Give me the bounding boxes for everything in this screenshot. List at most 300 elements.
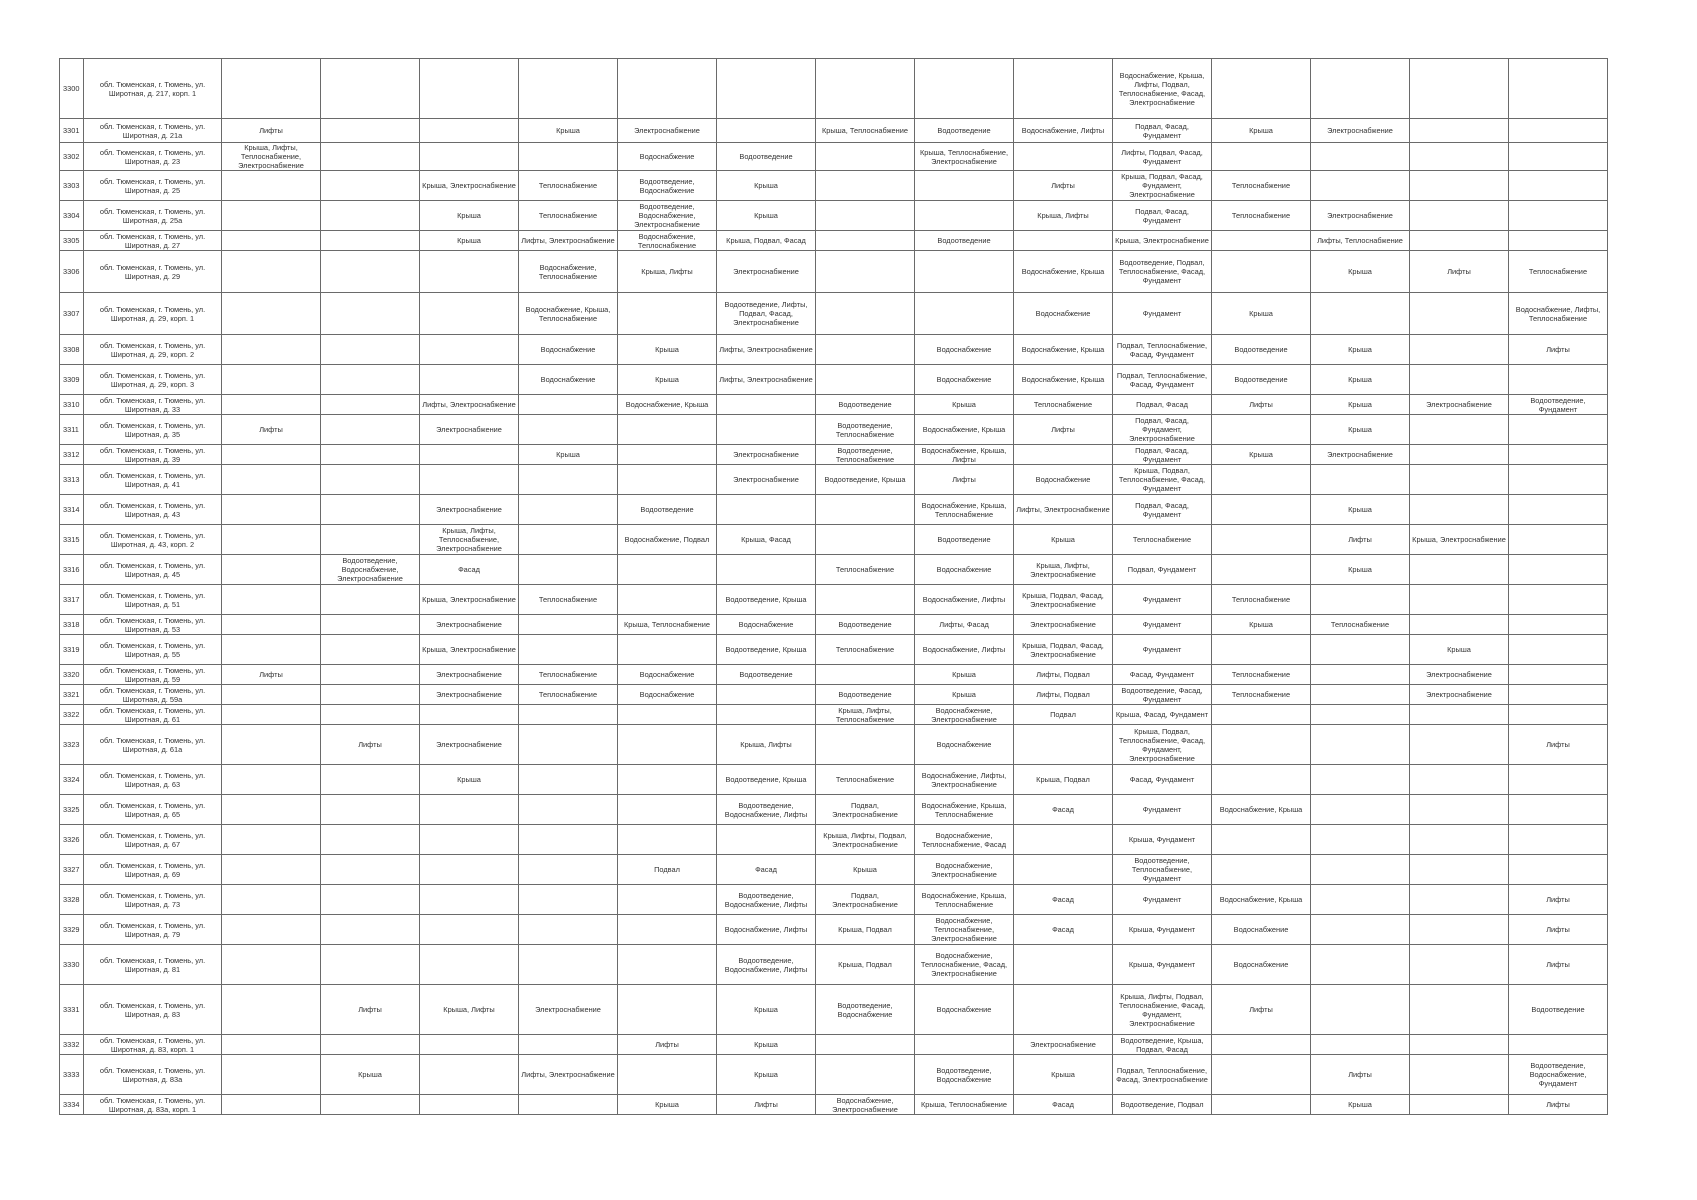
work-type-cell	[519, 825, 618, 855]
work-type-cell: Водоотведение	[1212, 335, 1311, 365]
work-type-cell	[519, 525, 618, 555]
row-number-cell: 3306	[60, 251, 84, 293]
work-type-cell: Водоотведение, Водоснабжение	[816, 985, 915, 1035]
row-number-cell: 3323	[60, 725, 84, 765]
work-type-cell: Лифты, Теплоснабжение	[1311, 231, 1410, 251]
work-type-cell	[321, 59, 420, 119]
work-type-cell	[618, 705, 717, 725]
work-type-cell	[519, 705, 618, 725]
work-type-cell: Водоснабжение, Лифты, Электроснабжение	[915, 765, 1014, 795]
row-number-cell: 3329	[60, 915, 84, 945]
work-type-cell: Лифты	[1311, 1055, 1410, 1095]
address-cell: обл. Тюменская, г. Тюмень, ул. Широтная, д. 51	[84, 585, 222, 615]
work-type-cell: Теплоснабжение	[816, 635, 915, 665]
work-type-cell: Фасад	[1014, 795, 1113, 825]
work-type-cell	[1212, 59, 1311, 119]
table-row	[60, 585, 1608, 615]
work-type-cell	[816, 231, 915, 251]
address-cell: обл. Тюменская, г. Тюмень, ул. Широтная, д. 59а	[84, 685, 222, 705]
work-type-cell	[1410, 985, 1509, 1035]
work-type-cell	[420, 119, 519, 143]
work-type-cell: Крыша	[1311, 251, 1410, 293]
address-cell: обл. Тюменская, г. Тюмень, ул. Широтная, д. 21а	[84, 119, 222, 143]
work-type-cell: Крыша	[519, 445, 618, 465]
table-row	[60, 635, 1608, 665]
work-type-cell: Крыша, Подвал	[816, 915, 915, 945]
work-type-cell	[1509, 705, 1608, 725]
work-type-cell	[1212, 725, 1311, 765]
table-row	[60, 465, 1608, 495]
work-type-cell: Лифты, Электроснабжение	[717, 365, 816, 395]
table-row	[60, 615, 1608, 635]
work-type-cell	[618, 725, 717, 765]
work-type-cell: Водоотведение, Водоснабжение	[915, 1055, 1014, 1095]
work-type-cell: Водоснабжение, Крыша, Теплоснабжение	[915, 885, 1014, 915]
work-type-cell	[222, 525, 321, 555]
work-type-cell	[1509, 201, 1608, 231]
work-type-cell	[1410, 555, 1509, 585]
work-type-cell	[420, 251, 519, 293]
work-type-cell: Лифты, Электроснабжение	[717, 335, 816, 365]
work-type-cell: Водоснабжение, Крыша, Лифты, Подвал, Теплоснабжение, Фасад, Электроснабжение	[1113, 59, 1212, 119]
work-type-cell: Теплоснабжение	[816, 765, 915, 795]
work-type-cell	[1509, 615, 1608, 635]
work-type-cell: Водоотведение, Крыша	[717, 765, 816, 795]
work-type-cell: Лифты, Подвал	[1014, 685, 1113, 705]
work-type-cell	[1509, 143, 1608, 171]
work-type-cell: Крыша	[816, 855, 915, 885]
row-number-cell: 3332	[60, 1035, 84, 1055]
address-cell: обл. Тюменская, г. Тюмень, ул. Широтная, д. 27	[84, 231, 222, 251]
work-type-cell	[321, 365, 420, 395]
work-type-cell: Фундамент	[1113, 635, 1212, 665]
work-type-cell	[321, 885, 420, 915]
work-type-cell	[816, 365, 915, 395]
work-type-cell: Водоотведение	[915, 525, 1014, 555]
work-type-cell	[915, 1035, 1014, 1055]
work-type-cell: Крыша, Фасад	[717, 525, 816, 555]
work-type-cell: Водоснабжение, Теплоснабжение, Фасад	[915, 825, 1014, 855]
work-type-cell: Фасад, Фундамент	[1113, 665, 1212, 685]
work-type-cell	[816, 1055, 915, 1095]
work-type-cell	[222, 725, 321, 765]
work-type-cell: Подвал	[1014, 705, 1113, 725]
work-type-cell: Электроснабжение	[420, 495, 519, 525]
work-type-cell: Электроснабжение	[420, 415, 519, 445]
address-cell: обл. Тюменская, г. Тюмень, ул. Широтная, д. 59	[84, 665, 222, 685]
work-type-cell: Лифты, Электроснабжение	[519, 231, 618, 251]
work-type-cell: Подвал, Теплоснабжение, Фасад, Фундамент	[1113, 335, 1212, 365]
work-type-cell: Электроснабжение	[1410, 395, 1509, 415]
work-type-cell	[222, 615, 321, 635]
work-type-cell	[1014, 445, 1113, 465]
work-type-cell: Электроснабжение	[420, 685, 519, 705]
work-type-cell: Лифты	[1014, 415, 1113, 445]
work-type-cell: Теплоснабжение	[1212, 171, 1311, 201]
work-type-cell	[618, 59, 717, 119]
work-type-cell	[1410, 335, 1509, 365]
address-cell: обл. Тюменская, г. Тюмень, ул. Широтная, д. 83	[84, 985, 222, 1035]
work-type-cell	[222, 495, 321, 525]
work-type-cell	[222, 395, 321, 415]
work-type-cell: Фасад	[420, 555, 519, 585]
work-type-cell: Фундамент	[1113, 585, 1212, 615]
row-number-cell: 3331	[60, 985, 84, 1035]
work-type-cell: Лифты	[915, 465, 1014, 495]
work-type-cell: Фасад	[1014, 1095, 1113, 1115]
work-type-cell: Крыша	[1410, 635, 1509, 665]
work-type-cell	[915, 59, 1014, 119]
work-type-cell: Крыша	[618, 365, 717, 395]
work-type-cell: Лифты, Электроснабжение	[519, 1055, 618, 1095]
work-type-cell: Теплоснабжение	[1212, 201, 1311, 231]
work-type-cell: Крыша, Теплоснабжение, Электроснабжение	[915, 143, 1014, 171]
work-type-cell	[420, 1035, 519, 1055]
work-type-cell	[519, 725, 618, 765]
work-type-cell	[1509, 495, 1608, 525]
work-type-cell	[519, 395, 618, 415]
work-type-cell	[1410, 1035, 1509, 1055]
work-type-cell: Водоснабжение, Крыша, Теплоснабжение	[915, 495, 1014, 525]
work-type-cell	[420, 465, 519, 495]
address-cell: обл. Тюменская, г. Тюмень, ул. Широтная, д. 29, корп. 2	[84, 335, 222, 365]
work-type-cell	[321, 855, 420, 885]
work-type-cell	[1311, 825, 1410, 855]
work-type-cell: Водоснабжение	[915, 555, 1014, 585]
work-type-cell	[1509, 635, 1608, 665]
row-number-cell: 3330	[60, 945, 84, 985]
work-type-cell: Водоотведение	[816, 615, 915, 635]
work-type-cell: Крыша, Теплоснабжение	[915, 1095, 1014, 1115]
work-type-cell	[1311, 585, 1410, 615]
work-type-cell	[1509, 171, 1608, 201]
address-cell: обл. Тюменская, г. Тюмень, ул. Широтная, д. 61	[84, 705, 222, 725]
work-type-cell: Крыша	[1212, 445, 1311, 465]
work-type-cell	[420, 293, 519, 335]
work-type-cell: Водоснабжение, Крыша	[618, 395, 717, 415]
work-type-cell	[222, 885, 321, 915]
work-type-cell	[1509, 555, 1608, 585]
work-type-cell: Крыша	[1311, 495, 1410, 525]
work-type-cell	[420, 885, 519, 915]
work-type-cell	[717, 119, 816, 143]
work-type-cell: Фасад	[717, 855, 816, 885]
work-type-cell: Водоснабжение	[519, 365, 618, 395]
work-type-cell	[1410, 231, 1509, 251]
work-type-cell: Фундамент	[1113, 885, 1212, 915]
work-type-cell: Электроснабжение	[1311, 119, 1410, 143]
work-type-cell	[1410, 885, 1509, 915]
work-type-cell	[519, 59, 618, 119]
work-type-cell: Теплоснабжение	[1212, 685, 1311, 705]
work-type-cell: Крыша, Фундамент	[1113, 945, 1212, 985]
work-type-cell	[1410, 465, 1509, 495]
work-type-cell	[420, 1095, 519, 1115]
address-cell: обл. Тюменская, г. Тюмень, ул. Широтная, д. 25а	[84, 201, 222, 231]
work-type-cell	[1311, 143, 1410, 171]
work-type-cell	[1410, 365, 1509, 395]
work-type-cell	[1410, 201, 1509, 231]
work-type-cell	[915, 201, 1014, 231]
work-type-cell	[1410, 1055, 1509, 1095]
table-row	[60, 665, 1608, 685]
work-type-cell	[1509, 665, 1608, 685]
work-type-cell: Водоснабжение, Теплоснабжение, Электроснабжение	[915, 915, 1014, 945]
row-number-cell: 3311	[60, 415, 84, 445]
work-type-cell: Водоотведение, Водоснабжение	[618, 171, 717, 201]
work-type-cell: Подвал, Фасад, Фундамент	[1113, 119, 1212, 143]
work-type-cell: Крыша, Подвал	[1014, 765, 1113, 795]
work-type-cell: Крыша	[717, 1035, 816, 1055]
work-type-cell	[1311, 465, 1410, 495]
work-type-cell	[1014, 945, 1113, 985]
work-type-cell: Крыша	[321, 1055, 420, 1095]
work-type-cell: Крыша	[420, 201, 519, 231]
work-type-cell	[1509, 825, 1608, 855]
table-row	[60, 525, 1608, 555]
table-row	[60, 885, 1608, 915]
work-type-cell: Водоснабжение, Электроснабжение	[816, 1095, 915, 1115]
work-type-cell: Электроснабжение	[618, 119, 717, 143]
work-type-cell: Водоснабжение	[1014, 293, 1113, 335]
work-type-cell: Подвал, Фасад, Фундамент	[1113, 201, 1212, 231]
row-number-cell: 3310	[60, 395, 84, 415]
row-number-cell: 3320	[60, 665, 84, 685]
work-type-cell	[519, 143, 618, 171]
work-type-cell: Водоснабжение, Крыша, Теплоснабжение	[519, 293, 618, 335]
work-type-cell	[717, 59, 816, 119]
work-type-cell	[1509, 1035, 1608, 1055]
work-type-cell	[321, 231, 420, 251]
table-row	[60, 495, 1608, 525]
work-type-cell: Крыша, Электроснабжение	[1410, 525, 1509, 555]
work-type-cell	[1509, 231, 1608, 251]
work-type-cell: Крыша, Фундамент	[1113, 825, 1212, 855]
work-type-cell: Крыша	[717, 171, 816, 201]
work-type-cell: Водоснабжение, Крыша	[1014, 251, 1113, 293]
row-number-cell: 3304	[60, 201, 84, 231]
work-type-cell	[1509, 585, 1608, 615]
work-type-cell	[1212, 555, 1311, 585]
work-type-cell	[618, 445, 717, 465]
row-number-cell: 3301	[60, 119, 84, 143]
work-type-cell	[717, 495, 816, 525]
work-type-cell: Лифты, Электроснабжение	[1014, 495, 1113, 525]
work-type-cell	[915, 293, 1014, 335]
work-type-cell: Лифты, Фасад	[915, 615, 1014, 635]
work-type-cell	[1410, 445, 1509, 465]
work-type-cell: Водоотведение, Водоснабжение, Фундамент	[1509, 1055, 1608, 1095]
work-type-cell	[1014, 231, 1113, 251]
address-cell: обл. Тюменская, г. Тюмень, ул. Широтная, д. 61а	[84, 725, 222, 765]
work-type-cell	[618, 885, 717, 915]
work-type-cell: Водоотведение	[717, 143, 816, 171]
work-type-cell	[816, 525, 915, 555]
work-type-cell: Электроснабжение	[420, 725, 519, 765]
work-type-cell: Водоотведение, Фасад, Фундамент	[1113, 685, 1212, 705]
work-type-cell: Крыша, Лифты	[717, 725, 816, 765]
work-type-cell	[321, 201, 420, 231]
table-row	[60, 1035, 1608, 1055]
work-type-cell	[321, 525, 420, 555]
table-row	[60, 335, 1608, 365]
table-row	[60, 795, 1608, 825]
work-type-cell	[321, 465, 420, 495]
row-number-cell: 3302	[60, 143, 84, 171]
work-type-cell: Водоснабжение	[915, 365, 1014, 395]
work-type-cell	[915, 251, 1014, 293]
work-type-cell	[1311, 171, 1410, 201]
work-type-cell	[1410, 725, 1509, 765]
table-row	[60, 685, 1608, 705]
work-type-cell	[1212, 525, 1311, 555]
work-type-cell	[1410, 171, 1509, 201]
work-type-cell	[816, 143, 915, 171]
work-type-cell	[321, 615, 420, 635]
work-type-cell	[222, 365, 321, 395]
address-cell: обл. Тюменская, г. Тюмень, ул. Широтная, д. 25	[84, 171, 222, 201]
work-type-cell	[1410, 765, 1509, 795]
work-type-cell	[618, 945, 717, 985]
work-type-cell	[618, 585, 717, 615]
row-number-cell: 3308	[60, 335, 84, 365]
work-type-cell: Крыша, Лифты, Теплоснабжение, Электроснабжение	[222, 143, 321, 171]
work-type-cell: Лифты	[1509, 335, 1608, 365]
work-type-cell	[1509, 119, 1608, 143]
work-type-cell: Крыша	[618, 335, 717, 365]
work-type-cell: Водоснабжение	[915, 335, 1014, 365]
work-type-cell	[420, 1055, 519, 1095]
work-type-cell	[816, 251, 915, 293]
address-cell: обл. Тюменская, г. Тюмень, ул. Широтная, д. 81	[84, 945, 222, 985]
work-type-cell: Водоснабжение	[915, 985, 1014, 1035]
table-row	[60, 725, 1608, 765]
work-type-cell: Водоснабжение, Крыша	[1014, 365, 1113, 395]
work-type-cell: Водоотведение, Теплоснабжение	[816, 445, 915, 465]
work-type-cell	[1212, 251, 1311, 293]
work-type-cell: Подвал, Электроснабжение	[816, 795, 915, 825]
work-type-cell: Водоотведение, Крыша	[717, 585, 816, 615]
table-row	[60, 445, 1608, 465]
work-type-cell: Теплоснабжение	[519, 665, 618, 685]
work-type-cell: Водоотведение	[618, 495, 717, 525]
work-type-cell	[420, 705, 519, 725]
table-row	[60, 765, 1608, 795]
work-type-cell	[321, 945, 420, 985]
work-type-cell	[1509, 765, 1608, 795]
row-number-cell: 3303	[60, 171, 84, 201]
work-type-cell: Крыша, Подвал, Фасад, Фундамент, Электроснабжение	[1113, 171, 1212, 201]
work-type-cell	[519, 635, 618, 665]
work-type-cell: Водоотведение, Крыша, Подвал, Фасад	[1113, 1035, 1212, 1055]
work-type-cell	[1311, 915, 1410, 945]
work-type-cell	[1509, 445, 1608, 465]
work-type-cell: Крыша, Электроснабжение	[420, 585, 519, 615]
work-type-cell	[717, 705, 816, 725]
work-type-cell	[816, 495, 915, 525]
work-type-cell: Крыша	[915, 665, 1014, 685]
work-type-cell	[420, 143, 519, 171]
work-type-cell: Электроснабжение	[1410, 685, 1509, 705]
work-type-cell	[1212, 765, 1311, 795]
work-type-cell: Крыша	[1014, 525, 1113, 555]
work-type-cell	[321, 445, 420, 465]
work-type-cell	[1212, 855, 1311, 885]
work-type-cell	[1014, 725, 1113, 765]
work-type-cell: Теплоснабжение	[1212, 585, 1311, 615]
work-type-cell	[1509, 525, 1608, 555]
work-type-cell	[222, 915, 321, 945]
work-type-cell: Подвал, Фасад	[1113, 395, 1212, 415]
work-type-cell: Крыша, Лифты, Теплоснабжение, Электроснабжение	[420, 525, 519, 555]
work-type-cell: Лифты	[1212, 985, 1311, 1035]
work-type-cell: Водоотведение	[915, 231, 1014, 251]
work-type-cell: Водоотведение, Крыша	[816, 465, 915, 495]
work-type-cell	[519, 915, 618, 945]
work-type-cell: Подвал, Теплоснабжение, Фасад, Фундамент	[1113, 365, 1212, 395]
work-type-cell: Лифты	[1509, 915, 1608, 945]
work-type-cell	[222, 795, 321, 825]
work-type-cell	[1410, 585, 1509, 615]
work-type-cell: Теплоснабжение	[1014, 395, 1113, 415]
address-cell: обл. Тюменская, г. Тюмень, ул. Широтная, д. 79	[84, 915, 222, 945]
table-row	[60, 231, 1608, 251]
work-type-cell: Фасад, Фундамент	[1113, 765, 1212, 795]
work-type-cell: Крыша	[1311, 395, 1410, 415]
work-type-cell	[915, 171, 1014, 201]
repair-schedule-table	[59, 58, 1608, 1115]
work-type-cell: Крыша, Подвал, Фасад, Электроснабжение	[1014, 635, 1113, 665]
row-number-cell: 3319	[60, 635, 84, 665]
work-type-cell	[321, 705, 420, 725]
row-number-cell: 3318	[60, 615, 84, 635]
work-type-cell: Крыша, Подвал, Фасад	[717, 231, 816, 251]
work-type-cell	[1410, 1095, 1509, 1115]
address-cell: обл. Тюменская, г. Тюмень, ул. Широтная, д. 63	[84, 765, 222, 795]
work-type-cell: Крыша	[519, 119, 618, 143]
work-type-cell	[1212, 635, 1311, 665]
work-type-cell: Водоснабжение, Теплоснабжение, Фасад, Электроснабжение	[915, 945, 1014, 985]
row-number-cell: 3307	[60, 293, 84, 335]
work-type-cell: Крыша	[618, 1095, 717, 1115]
work-type-cell	[321, 251, 420, 293]
work-type-cell: Водоснабжение, Крыша	[1212, 885, 1311, 915]
work-type-cell: Водоотведение, Водоснабжение, Лифты	[717, 795, 816, 825]
work-type-cell: Крыша, Теплоснабжение	[816, 119, 915, 143]
work-type-cell: Крыша	[1311, 555, 1410, 585]
work-type-cell: Электроснабжение	[420, 665, 519, 685]
work-type-cell	[1509, 685, 1608, 705]
work-type-cell	[618, 765, 717, 795]
work-type-cell	[321, 143, 420, 171]
work-type-cell	[321, 495, 420, 525]
table-row	[60, 945, 1608, 985]
work-type-cell: Водоснабжение	[618, 143, 717, 171]
table-row	[60, 119, 1608, 143]
work-type-cell: Водоснабжение	[1212, 915, 1311, 945]
work-type-cell: Лифты	[618, 1035, 717, 1055]
address-cell: обл. Тюменская, г. Тюмень, ул. Широтная, д. 29	[84, 251, 222, 293]
work-type-cell	[618, 915, 717, 945]
row-number-cell: 3305	[60, 231, 84, 251]
work-type-cell	[222, 201, 321, 231]
work-type-cell: Водоотведение, Водоснабжение, Электроснабжение	[618, 201, 717, 231]
work-type-cell: Лифты	[1509, 945, 1608, 985]
address-cell: обл. Тюменская, г. Тюмень, ул. Широтная, д. 45	[84, 555, 222, 585]
work-type-cell	[1311, 945, 1410, 985]
table-body	[60, 59, 1608, 1115]
work-type-cell	[1014, 825, 1113, 855]
